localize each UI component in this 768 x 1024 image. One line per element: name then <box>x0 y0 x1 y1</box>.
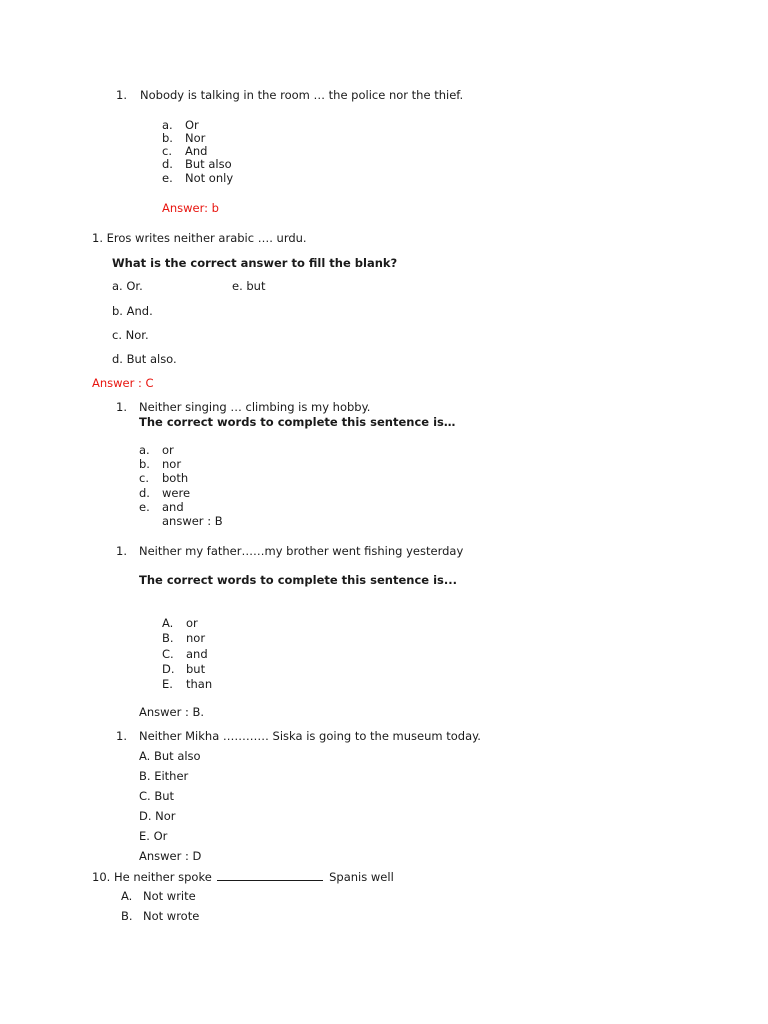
q2-option-a: a. Or. <box>112 279 143 293</box>
q4-option-text: but <box>186 662 206 676</box>
q1-option-text: Or <box>185 118 199 132</box>
q1-option-letter: b. <box>162 131 173 145</box>
q10-text-before: 10. He neither spoke <box>92 870 212 884</box>
q3-option-text: or <box>162 443 174 457</box>
q10-option-letter: B. <box>121 909 133 923</box>
q2-option-e: e. but <box>232 279 266 293</box>
q4-number: 1. <box>116 544 127 558</box>
q4-option-letter: C. <box>162 647 174 661</box>
q10-text-after: Spanis well <box>329 870 394 884</box>
q1-option-letter: e. <box>162 171 173 185</box>
q2-text: 1. Eros writes neither arabic …. urdu. <box>92 231 307 245</box>
q4-option-letter: B. <box>162 631 174 645</box>
q1-text: Nobody is talking in the room … the police nor the thief. <box>140 88 464 102</box>
q5-option: E. Or <box>139 829 168 843</box>
q5-option: B. Either <box>139 769 189 783</box>
q5-number: 1. <box>116 729 127 743</box>
q3-option-letter: e. <box>139 500 150 514</box>
q3-text: Neither singing … climbing is my hobby. <box>139 400 371 414</box>
q2-answer: Answer : C <box>92 376 154 390</box>
q3-number: 1. <box>116 400 127 414</box>
q1-option-text: But also <box>185 157 232 171</box>
q1-option-letter: a. <box>162 118 173 132</box>
q3-option-letter: b. <box>139 457 150 471</box>
q4-option-text: or <box>186 616 198 630</box>
q1-option-text: And <box>185 144 208 158</box>
q2-option-b: b. And. <box>112 304 153 318</box>
q2-prompt: What is the correct answer to fill the blank? <box>112 256 398 270</box>
q4-option-letter: D. <box>162 662 175 676</box>
q2-option-d: d. But also. <box>112 352 177 366</box>
q4-option-letter: A. <box>162 616 174 630</box>
q4-answer: Answer : B. <box>139 705 205 719</box>
q4-option-text: nor <box>186 631 206 645</box>
q3-option-letter: d. <box>139 486 150 500</box>
q4-option-text: than <box>186 677 213 691</box>
q2-option-c: c. Nor. <box>112 328 149 342</box>
q10-option-text: Not write <box>143 889 196 903</box>
q1-option-text: Not only <box>185 171 234 185</box>
q3-option-text: were <box>162 486 191 500</box>
q3-option-text: both <box>162 471 189 485</box>
q5-text: Neither Mikha ………… Siska is going to the museum today. <box>139 729 481 743</box>
q3-option-text: and <box>162 500 184 514</box>
q3-answer: answer : B <box>162 514 223 528</box>
q10-option-text: Not wrote <box>143 909 200 923</box>
q5-option: A. But also <box>139 749 201 763</box>
q5-option: D. Nor <box>139 809 176 823</box>
q4-option-letter: E. <box>162 677 173 691</box>
q10-option-letter: A. <box>121 889 133 903</box>
q5-answer: Answer : D <box>139 849 202 863</box>
q1-number: 1. <box>116 88 127 102</box>
q1-option-text: Nor <box>185 131 206 145</box>
q4-prompt: The correct words to complete this sentence is... <box>139 573 457 587</box>
q3-option-letter: c. <box>139 471 149 485</box>
q3-prompt: The correct words to complete this sentence is… <box>139 415 456 429</box>
q5-option: C. But <box>139 789 175 803</box>
q4-text: Neither my father……my brother went fishing yesterday <box>139 544 464 558</box>
q1-option-letter: d. <box>162 157 173 171</box>
q1-option-letter: c. <box>162 144 172 158</box>
q4-option-text: and <box>186 647 208 661</box>
q3-option-letter: a. <box>139 443 150 457</box>
q3-option-text: nor <box>162 457 182 471</box>
q1-answer: Answer: b <box>162 201 219 215</box>
q10-text <box>92 869 394 884</box>
q10-blank <box>217 869 323 881</box>
